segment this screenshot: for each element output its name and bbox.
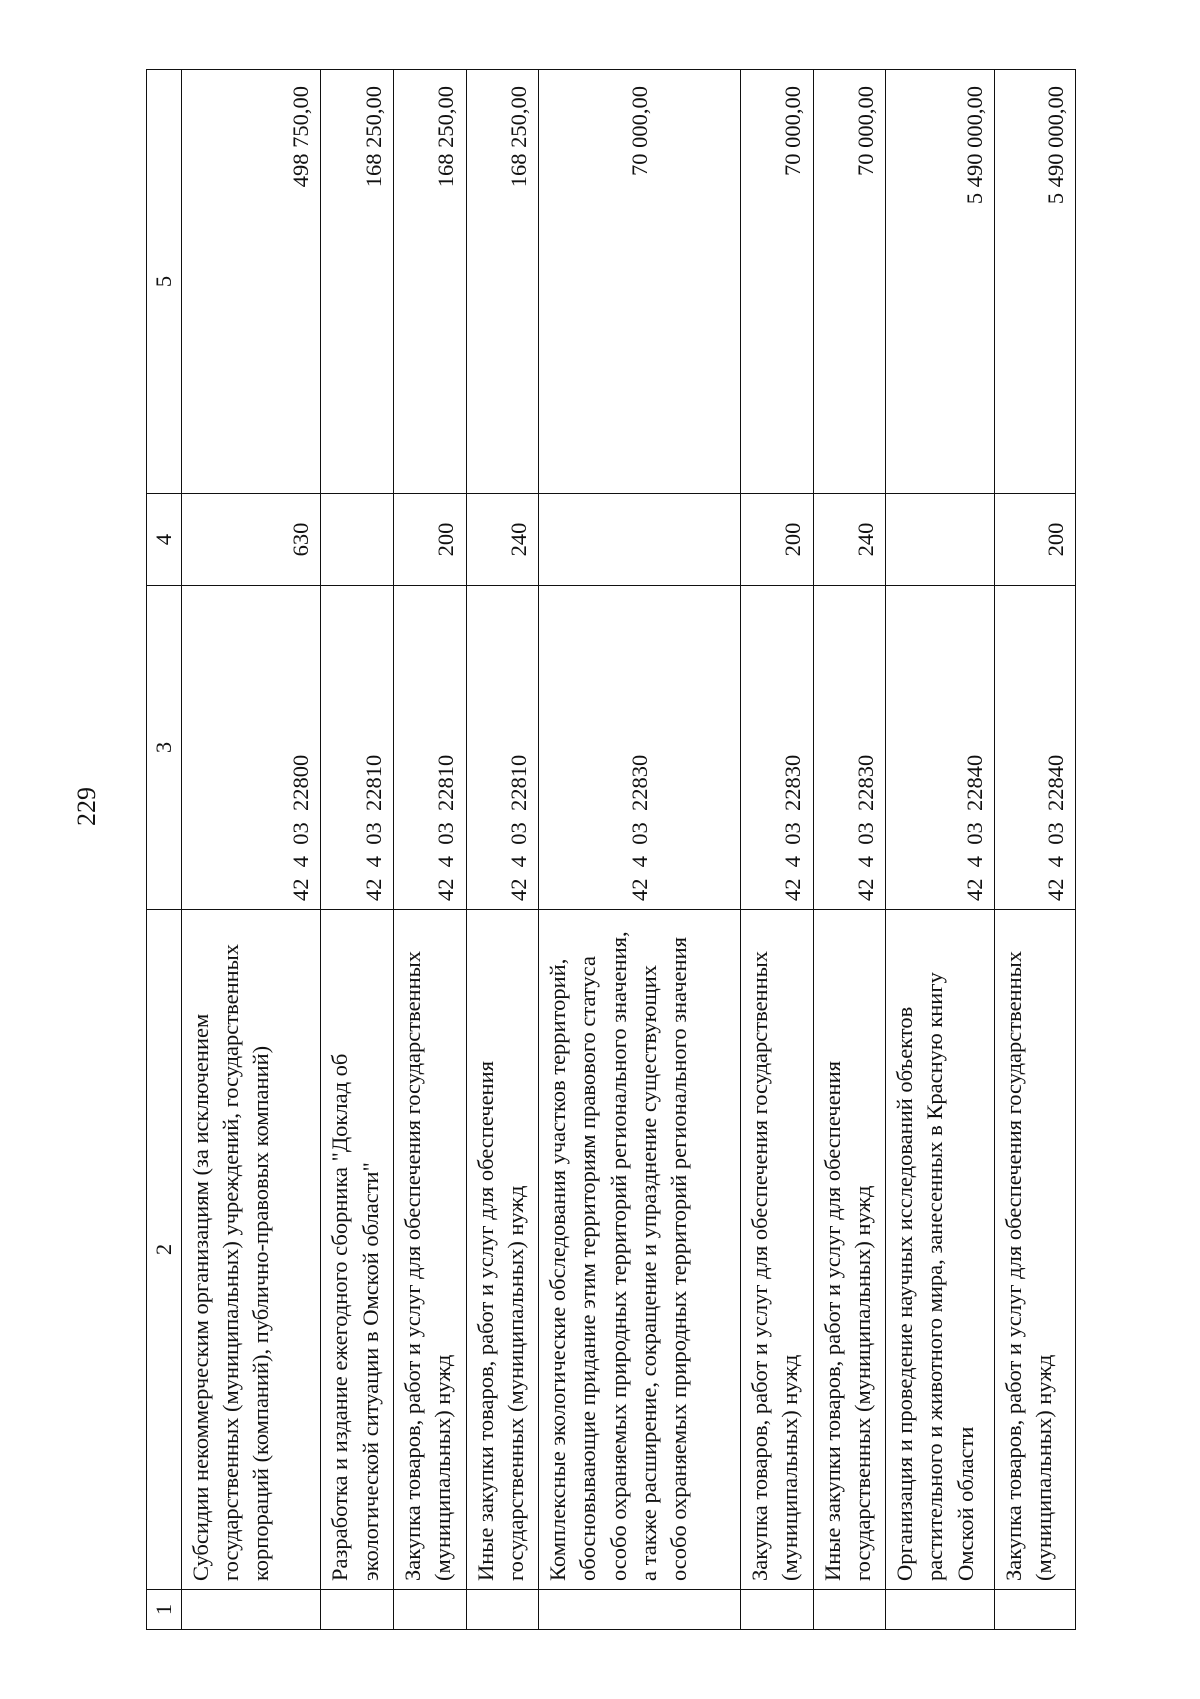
- table-row: [886, 70, 995, 1630]
- table-row: [995, 70, 1076, 1630]
- kvr-cell: [886, 494, 995, 586]
- description-cell: Иные закупки товаров, работ и услуг для обеспечения государственных (муниципальных) нужд: [813, 910, 886, 1590]
- kvr-cell: [321, 494, 394, 586]
- table-row: [741, 70, 814, 1630]
- header-col-2: 2: [147, 910, 182, 1590]
- description-cell: Закупка товаров, работ и услуг для обеспечения государственных (муниципальных) нужд: [393, 910, 466, 1590]
- kvr-cell: 200: [741, 494, 814, 586]
- kvr-cell: 200: [393, 494, 466, 586]
- table-row: [539, 70, 741, 1630]
- row-number-cell: [393, 1590, 466, 1630]
- page-number: 229: [72, 787, 101, 826]
- kvr-cell: [539, 494, 741, 586]
- description-cell: Закупка товаров, работ и услуг для обеспечения государственных (муниципальных) нужд: [741, 910, 814, 1590]
- table-row: [813, 70, 886, 1630]
- amount-cell: 168 250,00: [466, 70, 539, 494]
- kvr-cell: 630: [182, 494, 321, 586]
- table-row: [466, 70, 539, 1630]
- code-cell: 42 4 03 22840: [886, 586, 995, 910]
- row-number-cell: [539, 1590, 741, 1630]
- kvr-cell: 200: [995, 494, 1076, 586]
- header-row: [147, 70, 182, 1630]
- description-cell: Разработка и издание ежегодного сборника "Доклад об экологической ситуации в Омской области": [321, 910, 394, 1590]
- description-cell: Закупка товаров, работ и услуг для обеспечения государственных (муниципальных) нужд: [995, 910, 1076, 1590]
- code-cell: 42 4 03 22830: [539, 586, 741, 910]
- amount-cell: 498 750,00: [182, 70, 321, 494]
- description-cell: Иные закупки товаров, работ и услуг для обеспечения государственных (муниципальных) нужд: [466, 910, 539, 1590]
- code-cell: 42 4 03 22800: [182, 586, 321, 910]
- description-cell: Комплексные экологические обследования участков территорий, обосновывающие придание этим территориям правового статуса особо охраняемых природных территорий регионального значения, а также расширение, сокращение и упразднение существующих особо охраняемых природных территорий регионального значения: [539, 910, 741, 1590]
- code-cell: 42 4 03 22810: [466, 586, 539, 910]
- row-number-cell: [741, 1590, 814, 1630]
- amount-cell: 5 490 000,00: [886, 70, 995, 494]
- amount-cell: 70 000,00: [539, 70, 741, 494]
- header-col-4: 4: [147, 494, 182, 586]
- table-row: [321, 70, 394, 1630]
- description-cell: Субсидии некоммерческим организациям (за исключением государственных (муниципальных) учреждений, государственных корпораций (компаний), публично-правовых компаний): [182, 910, 321, 1590]
- row-number-cell: [995, 1590, 1076, 1630]
- row-number-cell: [321, 1590, 394, 1630]
- table-row: [182, 70, 321, 1630]
- row-number-cell: [886, 1590, 995, 1630]
- kvr-cell: 240: [813, 494, 886, 586]
- code-cell: 42 4 03 22810: [393, 586, 466, 910]
- header-col-3: 3: [147, 586, 182, 910]
- amount-cell: 70 000,00: [741, 70, 814, 494]
- rotated-page-content: [146, 70, 1076, 1630]
- code-cell: 42 4 03 22830: [741, 586, 814, 910]
- row-number-cell: [813, 1590, 886, 1630]
- row-number-cell: [182, 1590, 321, 1630]
- row-number-cell: [466, 1590, 539, 1630]
- amount-cell: 5 490 000,00: [995, 70, 1076, 494]
- budget-table: [146, 69, 1076, 1630]
- header-col-1: 1: [147, 1590, 182, 1630]
- code-cell: 42 4 03 22840: [995, 586, 1076, 910]
- header-col-5: 5: [147, 70, 182, 494]
- description-cell: Организация и проведение научных исследований объектов растительного и животного мира, занесенных в Красную книгу Омской области: [886, 910, 995, 1590]
- amount-cell: 70 000,00: [813, 70, 886, 494]
- table-row: [393, 70, 466, 1630]
- code-cell: 42 4 03 22810: [321, 586, 394, 910]
- kvr-cell: 240: [466, 494, 539, 586]
- amount-cell: 168 250,00: [321, 70, 394, 494]
- code-cell: 42 4 03 22830: [813, 586, 886, 910]
- amount-cell: 168 250,00: [393, 70, 466, 494]
